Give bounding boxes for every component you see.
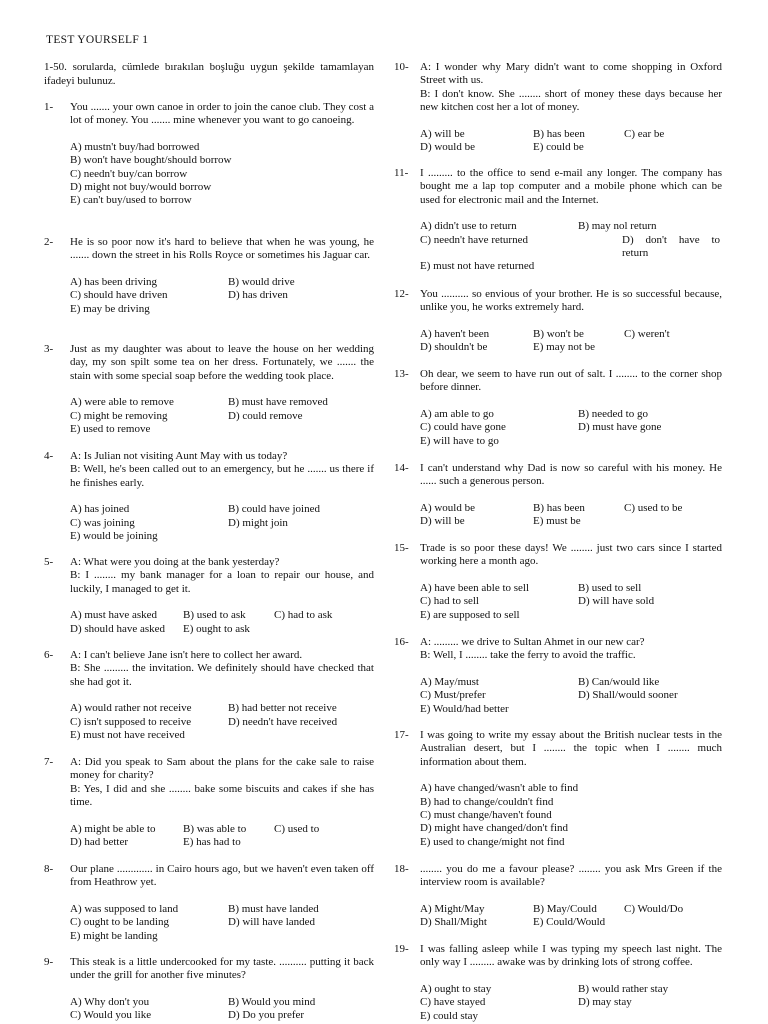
option-a[interactable]: A) will be [420, 127, 465, 140]
question-text: You ....... your own canoe in order to join the canoe club. They cost a lot of money. You ....... mine whenever you want to go canoeing. [70, 101, 374, 127]
option-e[interactable]: E) ought to ask [183, 622, 250, 635]
option-d[interactable]: D) may stay [578, 996, 632, 1009]
question-number: 2- [44, 236, 54, 248]
option-d[interactable]: D) might join [228, 516, 288, 529]
question-number: 15- [394, 542, 409, 554]
option-d[interactable]: D) must have gone [578, 421, 662, 434]
question-1 [44, 101, 374, 208]
option-d[interactable]: D) might have changed/don't find [420, 822, 569, 835]
question-number: 16- [394, 636, 409, 648]
option-e[interactable]: E) must not have returned [420, 260, 535, 273]
question-text: A: I wonder why Mary didn't want to come shopping in Oxford Street with us. B: I don't know. She ........ short of money these days because her new kitchen cost her a lot of money. [420, 61, 722, 114]
question-text: You .......... so envious of your brother. He is so successful because, unlike you, he works extremely hard. [420, 288, 722, 314]
option-d[interactable]: D) had better [70, 836, 129, 849]
question-19 [394, 943, 722, 1023]
question-number: 11- [394, 167, 409, 179]
option-c[interactable]: C) might be removing [70, 409, 168, 422]
option-e[interactable]: E) used to remove [70, 423, 151, 436]
option-d[interactable]: D) could remove [228, 409, 303, 422]
option-a[interactable]: A) must have asked [70, 609, 158, 622]
question-text: I can't understand why Dad is now so careful with his money. He ...... such a generous person. [420, 462, 722, 488]
option-e[interactable]: E) could stay [420, 1009, 479, 1022]
option-b[interactable]: B) used to ask [183, 609, 246, 622]
question-text: Just as my daughter was about to leave the house on her wedding day, my son spilt some tea on her dress. Fortunately, we ....... the stain with some special soap before the wedding took place. [70, 343, 374, 382]
option-e[interactable]: E) could be [533, 141, 584, 154]
question-text: I was falling asleep while I was typing my speech last night. The only way I ......... awake was by drinking lots of strong coffee. [420, 943, 722, 969]
question-number: 8- [44, 863, 54, 875]
question-9 [44, 956, 374, 1023]
option-b[interactable]: B) won't have bought/should borrow [70, 154, 232, 167]
option-d[interactable]: D) would be [420, 141, 475, 154]
question-number: 9- [44, 956, 54, 968]
question-4 [44, 450, 374, 543]
option-e[interactable]: E) may be driving [70, 302, 150, 315]
option-b[interactable]: B) would drive [228, 275, 295, 288]
option-d[interactable]: D) don't have to return [622, 233, 720, 260]
option-c[interactable]: C) must change/haven't found [420, 809, 552, 822]
option-b[interactable]: B) must have removed [228, 396, 328, 409]
question-number: 6- [44, 649, 54, 661]
question-text: A: Did you speak to Sam about the plans for the cake sale to raise money for charity? B: Yes, I did and she ........ bake some biscuits and cakes if she has time. [70, 756, 374, 809]
option-d[interactable]: D) will have landed [228, 916, 316, 929]
option-e[interactable]: E) Could/Would [533, 916, 606, 929]
question-text: I was going to write my essay about the British nuclear tests in the Australian desert, but I ........ the topic when I ........ much information about them. [420, 729, 722, 768]
question-14 [394, 462, 722, 529]
option-e[interactable]: E) used to change/might not find [420, 835, 565, 848]
option-c[interactable]: C) had to sell [420, 595, 479, 608]
option-c[interactable]: C) used to [274, 822, 320, 835]
question-number: 12- [394, 288, 409, 300]
option-c[interactable]: C) ought to be landing [70, 916, 169, 929]
question-text: A: What were you doing at the bank yesterday? B: I ........ my bank manager for a loan to repair our house, and luckily, I managed to get it. [70, 556, 374, 595]
option-c[interactable]: C) used to be [624, 501, 683, 514]
page-title: TEST YOURSELF 1 [46, 34, 149, 46]
option-e[interactable]: E) may not be [533, 341, 596, 354]
option-d[interactable]: D) Shall/Might [420, 916, 487, 929]
question-number: 7- [44, 756, 54, 768]
option-b[interactable]: B) Can/would like [578, 675, 660, 688]
question-number: 18- [394, 863, 409, 875]
option-e[interactable]: E) might be landing [70, 929, 158, 942]
option-a[interactable]: A) ought to stay [420, 982, 492, 995]
option-a[interactable]: A) have been able to sell [420, 581, 530, 594]
question-text: ........ you do me a favour please? ........ you ask Mrs Green if the interview room is available? [420, 863, 722, 889]
question-text: A: ......... we drive to Sultan Ahmet in our new car? B: Well, I ........ take the ferry to avoid the traffic. [420, 636, 645, 662]
option-a[interactable]: A) didn't use to return [420, 220, 517, 233]
option-a[interactable]: A) Why don't you [70, 995, 150, 1008]
option-e[interactable]: E) are supposed to sell [420, 608, 520, 621]
option-a[interactable]: A) might be able to [70, 822, 156, 835]
option-a[interactable]: A) have changed/wasn't able to find [420, 782, 579, 795]
question-text: I ......... to the office to send e-mail any longer. The company has bought me a lap top computer and a mobile phone which can be used for electronic mail and the Internet. [420, 167, 722, 206]
option-e[interactable]: E) can't buy/used to borrow [70, 194, 192, 207]
option-c[interactable]: C) Must/prefer [420, 689, 486, 702]
option-c[interactable]: C) should have driven [70, 289, 168, 302]
option-b[interactable]: B) has been [533, 127, 585, 140]
option-c[interactable]: C) needn't have returned [420, 233, 528, 246]
question-text: Our plane ............. in Cairo hours ago, but we haven't even taken off from Heathrow yet. [70, 863, 374, 889]
option-d[interactable]: D) might not buy/would borrow [70, 181, 212, 194]
option-b[interactable]: B) used to sell [578, 581, 642, 594]
question-13 [394, 368, 722, 448]
option-e[interactable]: E) must not have received [70, 729, 185, 742]
option-a[interactable]: A) would rather not receive [70, 702, 192, 715]
option-c[interactable]: C) Would/Do [624, 902, 684, 915]
option-a[interactable]: A) has joined [70, 503, 130, 516]
option-d[interactable]: D) will be [420, 515, 465, 528]
option-b[interactable]: B) was able to [183, 822, 247, 835]
question-number: 5- [44, 556, 54, 568]
question-number: 13- [394, 368, 409, 380]
option-a[interactable]: A) were able to remove [70, 396, 174, 409]
question-number: 10- [394, 61, 409, 73]
option-c[interactable]: C) ear be [624, 127, 665, 140]
question-text: Oh dear, we seem to have run out of salt. I ........ to the corner shop before dinner. [420, 368, 722, 394]
option-d[interactable]: D) should have asked [70, 622, 166, 635]
option-d[interactable]: D) needn't have received [228, 715, 338, 728]
option-d[interactable]: D) will have sold [578, 595, 655, 608]
question-5 [44, 556, 374, 636]
option-a[interactable]: A) mustn't buy/had borrowed [70, 140, 200, 153]
option-c[interactable]: C) weren't [624, 327, 670, 340]
option-b[interactable]: B) had to change/couldn't find [420, 795, 554, 808]
option-e[interactable]: E) will have to go [420, 434, 499, 447]
option-a[interactable]: A) has been driving [70, 275, 158, 288]
option-b[interactable]: B) May/Could [533, 902, 597, 915]
instructions: 1-50. sorularda, cümlede bırakılan boşluğu uygun şekilde tamamlayan ifadeyi bulunuz. [44, 61, 374, 87]
option-b[interactable]: B) may nol return [578, 220, 657, 233]
option-a[interactable]: A) would be [420, 501, 475, 514]
option-c[interactable]: C) could have gone [420, 421, 506, 434]
option-d[interactable]: D) has driven [228, 289, 288, 302]
option-d[interactable]: D) Do you prefer [228, 1009, 305, 1022]
option-a[interactable]: A) Might/May [420, 902, 485, 915]
question-text: This steak is a little undercooked for my taste. .......... putting it back under the grill for another five minutes? [70, 956, 374, 982]
option-b[interactable]: B) had better not receive [228, 702, 337, 715]
option-d[interactable]: D) shouldn't be [420, 341, 488, 354]
option-a[interactable]: A) am able to go [420, 407, 494, 420]
option-d[interactable]: D) Shall/would sooner [578, 689, 678, 702]
question-number: 17- [394, 729, 409, 741]
question-3 [44, 343, 374, 436]
question-7 [44, 756, 374, 849]
question-2 [44, 236, 374, 316]
option-a[interactable]: A) haven't been [420, 327, 490, 340]
question-text: A: I can't believe Jane isn't here to collect her award. B: She ......... the invitation. We definitely should have checked that she had got it. [70, 649, 374, 688]
question-17 [394, 729, 722, 849]
option-a[interactable]: A) May/must [420, 675, 479, 688]
question-number: 4- [44, 450, 54, 462]
option-e[interactable]: E) must be [533, 515, 581, 528]
option-b[interactable]: B) could have joined [228, 503, 320, 516]
option-e[interactable]: E) would be joining [70, 530, 158, 543]
question-number: 3- [44, 343, 54, 355]
option-c[interactable]: C) had to ask [274, 609, 333, 622]
option-e[interactable]: E) has had to [183, 836, 241, 849]
question-8 [44, 863, 374, 943]
question-number: 19- [394, 943, 409, 955]
question-text: Trade is so poor these days! We ........ just two cars since I started working here a month ago. [420, 542, 722, 568]
question-number: 1- [44, 101, 54, 113]
option-e[interactable]: E) Would/had better [420, 702, 509, 715]
option-b[interactable]: B) won't be [533, 327, 584, 340]
option-c[interactable]: C) was joining [70, 516, 135, 529]
question-15 [394, 542, 722, 622]
question-12 [394, 288, 722, 355]
option-c[interactable]: C) have stayed [420, 996, 486, 1009]
question-16 [394, 636, 722, 716]
option-c[interactable]: C) isn't supposed to receive [70, 715, 192, 728]
option-b[interactable]: B) Would you mind [228, 995, 316, 1008]
question-11 [394, 167, 722, 274]
option-a[interactable]: A) was supposed to land [70, 902, 179, 915]
question-18 [394, 863, 722, 930]
option-b[interactable]: B) needed to go [578, 407, 648, 420]
question-text: A: Is Julian not visiting Aunt May with us today? B: Well, he's been called out to an emergency, but he ....... us there if he finishes early. [70, 450, 374, 489]
option-b[interactable]: B) must have landed [228, 902, 319, 915]
option-c[interactable]: C) needn't buy/can borrow [70, 167, 188, 180]
option-c[interactable]: C) Would you like [70, 1009, 152, 1022]
option-b[interactable]: B) would rather stay [578, 982, 669, 995]
question-number: 14- [394, 462, 409, 474]
question-6 [44, 649, 374, 742]
question-text: He is so poor now it's hard to believe that when he was young, he ....... down the street in his Rolls Royce or sometimes his Jaguar car. [70, 236, 374, 262]
option-b[interactable]: B) has been [533, 501, 585, 514]
question-10 [394, 61, 722, 154]
